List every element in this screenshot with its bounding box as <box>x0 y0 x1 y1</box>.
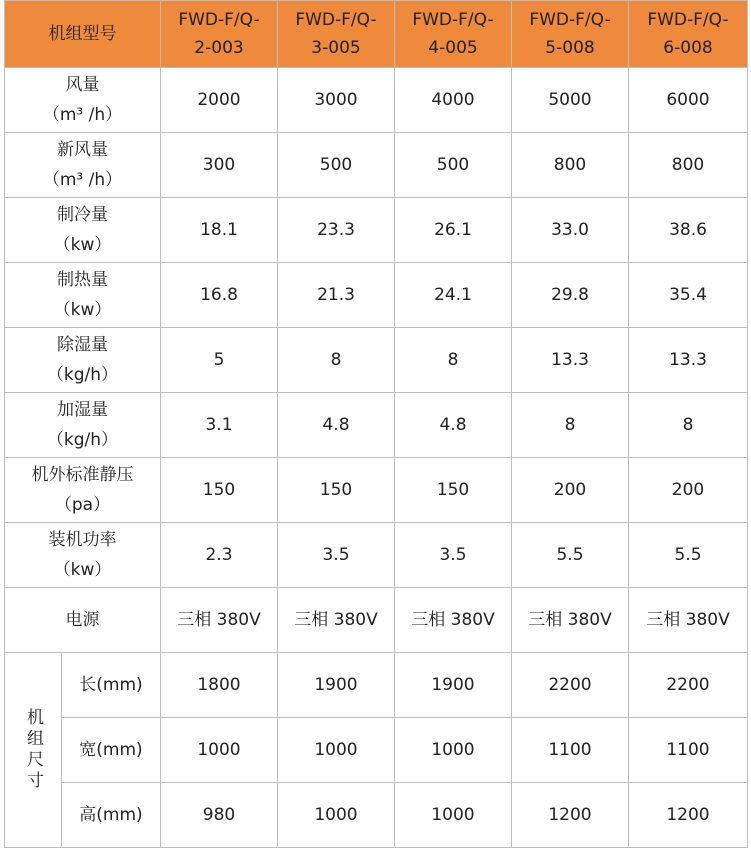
row-label-name: 除湿量 <box>57 335 108 355</box>
table-cell: 2200 <box>629 653 748 718</box>
table-cell: 8 <box>278 328 395 393</box>
row-label <box>5 263 161 328</box>
row-label <box>5 523 161 588</box>
row-label-unit: （kw） <box>53 235 112 255</box>
table-cell: 2.3 <box>161 523 278 588</box>
table-row <box>5 328 748 393</box>
table-row <box>5 133 748 198</box>
model-prefix: FWD-F/Q- <box>295 10 377 30</box>
table-cell: 300 <box>161 133 278 198</box>
row-label-unit: （kw） <box>53 560 112 580</box>
table-cell: 500 <box>395 133 512 198</box>
table-row <box>5 263 748 328</box>
model-prefix: FWD-F/Q- <box>647 10 729 30</box>
table-cell: 8 <box>512 393 629 458</box>
dimension-row <box>5 783 748 848</box>
table-cell: 980 <box>161 783 278 848</box>
table-cell: 1100 <box>512 718 629 783</box>
table-cell: 1000 <box>278 718 395 783</box>
model-header <box>161 1 278 68</box>
table-cell: 5.5 <box>512 523 629 588</box>
table-cell: 26.1 <box>395 198 512 263</box>
table-cell: 三相 380V <box>395 588 512 653</box>
row-label-name: 装机功率 <box>48 530 117 550</box>
row-label-unit: （kg/h） <box>46 365 119 385</box>
table-cell: 4000 <box>395 68 512 133</box>
table-cell: 2200 <box>512 653 629 718</box>
row-label <box>5 458 161 523</box>
table-cell: 1000 <box>278 783 395 848</box>
table-row <box>5 458 748 523</box>
table-cell: 4.8 <box>395 393 512 458</box>
model-suffix: 2-003 <box>194 38 244 58</box>
table-cell: 1000 <box>161 718 278 783</box>
model-prefix: FWD-F/Q- <box>529 10 611 30</box>
header-row <box>5 1 748 68</box>
dimension-row <box>5 718 748 783</box>
table-cell: 18.1 <box>161 198 278 263</box>
table-cell: 21.3 <box>278 263 395 328</box>
table-cell: 38.6 <box>629 198 748 263</box>
spec-table <box>4 0 748 848</box>
header-label: 机组型号 <box>5 1 161 68</box>
dimension-label: 宽(mm) <box>62 718 161 783</box>
table-cell: 150 <box>278 458 395 523</box>
table-cell: 2000 <box>161 68 278 133</box>
table-cell: 5 <box>161 328 278 393</box>
row-label <box>5 133 161 198</box>
dimension-group-label: 机组尺寸 <box>5 653 62 848</box>
table-cell: 35.4 <box>629 263 748 328</box>
row-label-name: 风量 <box>65 75 100 95</box>
table-cell: 200 <box>629 458 748 523</box>
table-cell: 1200 <box>629 783 748 848</box>
table-cell: 16.8 <box>161 263 278 328</box>
row-label-name: 机外标准静压 <box>31 465 134 485</box>
table-cell: 500 <box>278 133 395 198</box>
table-cell: 3.5 <box>278 523 395 588</box>
model-suffix: 4-005 <box>428 38 478 58</box>
table-cell: 1900 <box>395 653 512 718</box>
table-cell: 1800 <box>161 653 278 718</box>
row-label-unit: （kg/h） <box>46 430 119 450</box>
table-row <box>5 393 748 458</box>
table-cell: 三相 380V <box>629 588 748 653</box>
table-cell: 8 <box>395 328 512 393</box>
table-cell: 三相 380V <box>512 588 629 653</box>
table-cell: 800 <box>629 133 748 198</box>
table-cell: 29.8 <box>512 263 629 328</box>
table-cell: 5.5 <box>629 523 748 588</box>
table-cell: 1100 <box>629 718 748 783</box>
table-row <box>5 523 748 588</box>
table-row <box>5 198 748 263</box>
power-label: 电源 <box>5 588 161 653</box>
model-header <box>512 1 629 68</box>
table-cell: 150 <box>395 458 512 523</box>
dimension-row <box>5 653 748 718</box>
row-label-name: 加湿量 <box>57 400 108 420</box>
table-cell: 三相 380V <box>161 588 278 653</box>
model-header <box>278 1 395 68</box>
table-cell: 3.1 <box>161 393 278 458</box>
row-label-name: 制热量 <box>57 270 108 290</box>
dimension-label: 长(mm) <box>62 653 161 718</box>
table-cell: 33.0 <box>512 198 629 263</box>
table-cell: 150 <box>161 458 278 523</box>
row-label <box>5 68 161 133</box>
table-cell: 3.5 <box>395 523 512 588</box>
table-cell: 13.3 <box>512 328 629 393</box>
table-cell: 3000 <box>278 68 395 133</box>
table-cell: 5000 <box>512 68 629 133</box>
table-cell: 1200 <box>512 783 629 848</box>
table-cell: 800 <box>512 133 629 198</box>
table-cell: 三相 380V <box>278 588 395 653</box>
model-suffix: 3-005 <box>311 38 361 58</box>
model-header <box>395 1 512 68</box>
table-cell: 24.1 <box>395 263 512 328</box>
table-cell: 13.3 <box>629 328 748 393</box>
power-row <box>5 588 748 653</box>
row-label-unit: （m³ /h） <box>42 105 123 125</box>
dimension-label: 高(mm) <box>62 783 161 848</box>
table-cell: 4.8 <box>278 393 395 458</box>
model-header <box>629 1 748 68</box>
model-suffix: 5-008 <box>545 38 595 58</box>
model-prefix: FWD-F/Q- <box>178 10 260 30</box>
model-prefix: FWD-F/Q- <box>412 10 494 30</box>
table-row <box>5 68 748 133</box>
row-label-name: 制冷量 <box>57 205 108 225</box>
table-cell: 1000 <box>395 783 512 848</box>
table-cell: 23.3 <box>278 198 395 263</box>
table-cell: 1000 <box>395 718 512 783</box>
row-label-name: 新风量 <box>57 140 108 160</box>
table-cell: 200 <box>512 458 629 523</box>
row-label <box>5 328 161 393</box>
row-label-unit: （kw） <box>53 300 112 320</box>
row-label <box>5 198 161 263</box>
table-cell: 8 <box>629 393 748 458</box>
row-label <box>5 393 161 458</box>
model-suffix: 6-008 <box>663 38 713 58</box>
table-cell: 1900 <box>278 653 395 718</box>
row-label-unit: （m³ /h） <box>42 170 123 190</box>
row-label-unit: （pa） <box>54 495 111 515</box>
table-cell: 6000 <box>629 68 748 133</box>
